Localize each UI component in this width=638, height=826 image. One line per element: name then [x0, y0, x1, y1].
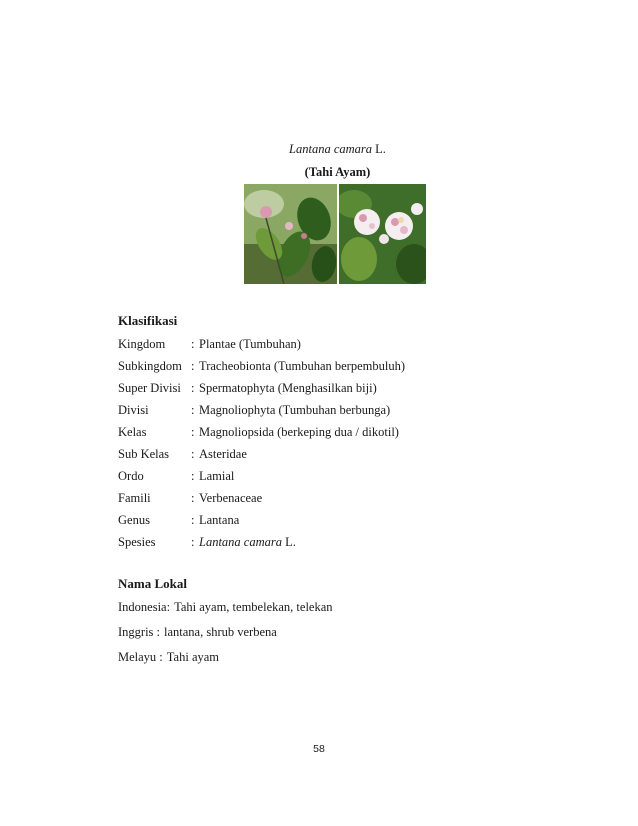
- local-name-inggris: [118, 625, 277, 640]
- row-separator: :: [191, 381, 195, 395]
- row-label: Super Divisi: [118, 381, 181, 395]
- row-label: Subkingdom: [118, 359, 182, 373]
- row-value: Plantae (Tumbuhan): [199, 337, 301, 351]
- local-name-label: Indonesia:: [118, 600, 171, 614]
- row-value: Lantana: [199, 513, 240, 527]
- species-name: Lantana camara: [199, 535, 282, 549]
- row-separator: :: [191, 513, 195, 527]
- row-label: Genus: [118, 513, 150, 527]
- row-value: Magnoliophyta (Tumbuhan berbunga): [199, 403, 391, 417]
- local-names-heading: Nama Lokal: [118, 576, 187, 591]
- local-name-melayu: [118, 650, 219, 665]
- row-value: [199, 535, 296, 550]
- row-value: Magnoliopsida (berkeping dua / dikotil): [199, 425, 399, 439]
- row-value: Lamial: [199, 469, 235, 483]
- row-separator: :: [191, 469, 195, 483]
- row-separator: :: [191, 447, 195, 461]
- row-value: Asteridae: [199, 447, 247, 461]
- row-label: Sub Kelas: [118, 447, 170, 461]
- species-author: L.: [285, 535, 296, 549]
- local-name-label: Melayu :: [118, 650, 163, 664]
- local-name-value: Tahi ayam: [166, 650, 220, 664]
- row-value: Spermatophyta (Menghasilkan biji): [199, 381, 377, 395]
- local-name-indonesia: [118, 600, 333, 615]
- local-name-value: Tahi ayam, tembelekan, telekan: [174, 600, 333, 614]
- local-name-value: lantana, shrub verbena: [164, 625, 277, 639]
- author-abbrev: L.: [375, 142, 386, 156]
- row-value: Tracheobionta (Tumbuhan berpembuluh): [199, 359, 405, 373]
- plant-photo-flowers: [339, 184, 426, 284]
- row-label: Famili: [118, 491, 151, 505]
- row-label: Divisi: [118, 403, 149, 417]
- row-separator: :: [191, 491, 195, 505]
- common-name: (Tahi Ayam): [304, 165, 371, 179]
- plant-photos: [244, 184, 426, 284]
- page-number: 58: [313, 743, 325, 755]
- plant-photo-leaves: [244, 184, 337, 284]
- row-separator: :: [191, 535, 195, 549]
- scientific-name: Lantana camara: [289, 142, 373, 156]
- row-separator: :: [191, 337, 195, 351]
- row-label: Kingdom: [118, 337, 166, 351]
- local-name-label: Inggris :: [118, 625, 161, 639]
- row-value: Verbenaceae: [199, 491, 263, 505]
- row-separator: :: [191, 403, 195, 417]
- row-separator: :: [191, 425, 195, 439]
- plant-title: [240, 142, 435, 157]
- row-label: Ordo: [118, 469, 144, 483]
- row-label: Kelas: [118, 425, 147, 439]
- row-separator: :: [191, 359, 195, 373]
- classification-heading: Klasifikasi: [118, 313, 178, 328]
- row-label: Spesies: [118, 535, 156, 549]
